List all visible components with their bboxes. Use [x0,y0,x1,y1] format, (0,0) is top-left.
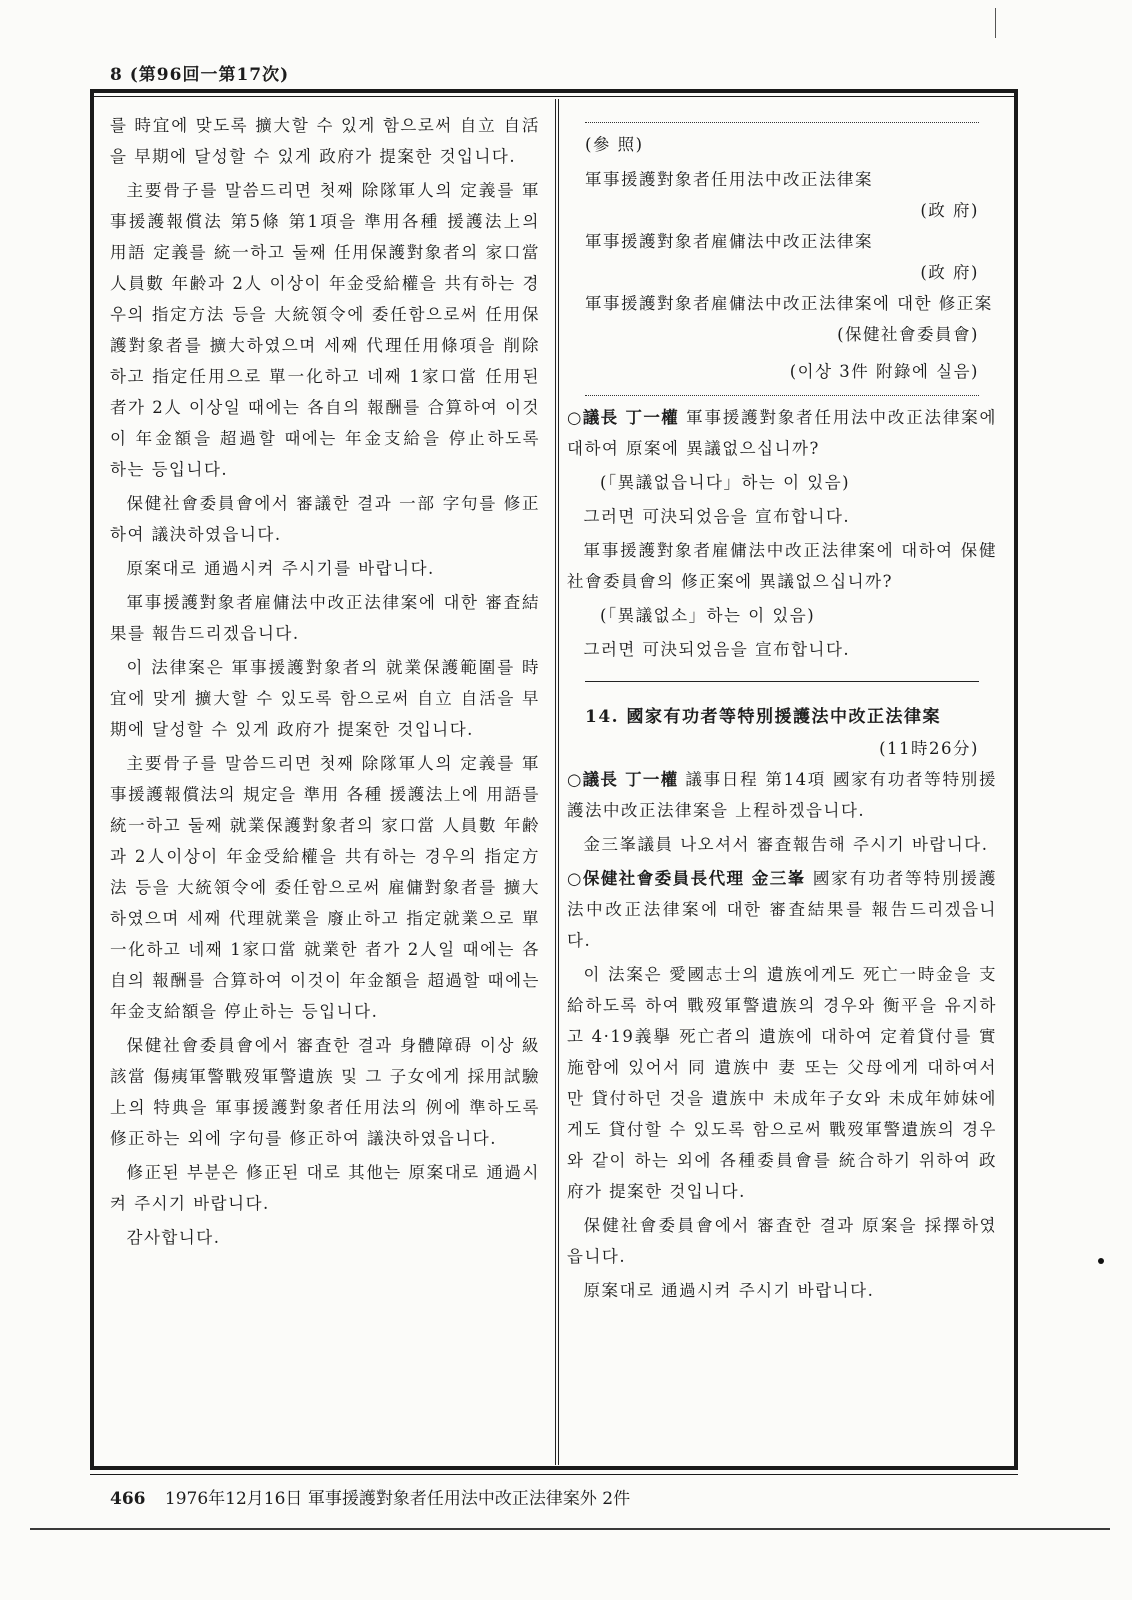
header-page-number: 8 [110,65,123,85]
scan-mark [995,8,996,38]
dotted-rule [585,395,979,396]
header-session: (第96回一第17次) [129,65,290,85]
left-paragraph: 保健社會委員會에서 審査한 결과 身體障碍 이상 級 該當 傷痍軍警戰歿軍警遺族 및 그 子女에게 採用試驗上의 特典을 軍事援護對象者任用法의 例에 準하도록 修正하는 외에 字句를 修正하여 議決하였읍니다. [110,1036,540,1148]
reference-note: (이상 3件 附錄에 실음) [789,362,979,381]
speech-text: 國家有功者等特別援護法中改正法律案에 대한 審査結果를 報告드리겠읍니다. [567,869,998,950]
reference-source: (保健社會委員會) [837,325,979,344]
top-rule-thin [90,96,1018,97]
reaction: (「異議없읍니다」하는 이 있음) [600,473,851,492]
speech-text: 軍事援護對象者任用法中改正法律案에 대하여 原案에 異議없으십니까? [567,408,997,458]
page-header [110,60,289,85]
bottom-rule [90,1466,1018,1470]
left-column [110,110,540,1256]
left-paragraph: 修正된 부분은 修正된 대로 其他는 原案대로 通過시켜 주시기 바랍니다. [110,1163,540,1213]
speech-text: 이 法案은 愛國志士의 遺族에게도 死亡一時金을 支給하도록 하여 戰歿軍警遺族의 경우와 衡平을 유지하고 4·19義擧 死亡者의 遺族에 대하여 定着貸付를 實施함에 있어서 同 遺族中 妻 또는 父母에게 대하여서만 貸付하던 것을 遺族中 未成年子女와 未成年姉妹에게도 貸付할 수 있도록 함으로써 戰歿軍警遺族의 경우와 같이 하는 외에 各種委員會를 統合하기 위하여 政府가 提案한 것입니다. [567,965,997,1201]
left-paragraph: 軍事援護對象者雇傭法中改正法律案에 대한 審査結果를 報告드리겠읍니다. [110,593,540,643]
page-footer [110,1484,630,1509]
speech-text: 議事日程 第14項 國家有功者等特別援護法中改正法律案을 上程하겠읍니다. [567,770,997,820]
reference-source: (政 府) [920,263,979,282]
speaker-name: ○議長 丁一權 [567,408,680,427]
top-rule [90,89,1018,93]
left-paragraph: 原案대로 通過시켜 주시기를 바랍니다. [126,559,435,578]
speech-text: 金三峯議員 나오셔서 審査報告해 주시기 바랍니다. [583,835,989,854]
speech-paragraph [567,402,997,464]
frame-left-border [90,89,94,1469]
section-time: (11時26分) [879,739,979,758]
speech-text: 그러면 可決되었음을 宣布합니다. [583,640,851,659]
reference-item: 軍事援護對象者雇傭法中改正法律案 [585,232,873,251]
left-paragraph: 主要骨子를 말씀드리면 첫째 除隊軍人의 定義를 軍事援護報償法 第5條 第1項을 準用各種 援護法上의 用語 定義를 統一하고 둘째 任用保護對象者의 家口當 人員數 年齢과 2人 이상이 年金受給權을 共有하는 경우의 指定方法 등을 大統領令에 委任함으로써 任用保護對象者를 擴大하였으며 세째 代理任用條項을 削除하고 指定任用으로 單一化하고 네째 1家口當 任用된 者가 2人 이상일 때에는 各自의 報酬를 合算하여 이것이 年金額을 超過할 때에는 年金支給을 停止하도록 하는 등입니다. [110,181,540,479]
speaker-name: ○保健社會委員長代理 金三峯 [567,869,806,888]
right-column [567,122,997,1309]
column-divider [555,99,556,1465]
left-paragraph: 主要骨子를 말씀드리면 첫째 除隊軍人의 定義를 軍事援護報償法의 規定을 準用 各種 援護法上에 用語를 統一하고 둘째 就業保護對象者의 家口當 人員數 年齢과 2人이상이 年金受給權을 共有하는 경우의 指定方法 등을 大統領令에 委任함으로써 雇傭對象者를 擴大하였으며 세째 代理就業을 廢止하고 指定就業으로 單一化하고 네째 1家口當 就業한 者가 2人일 때에는 各自의 報酬를 合算하여 이것이 年金額을 超過할 때에는 年金支給額을 停止하는 등입니다. [110,754,540,1021]
reference-source: (政 府) [920,201,979,220]
speech-text: 保健社會委員會에서 審査한 결과 原案을 採擇하였읍니다. [567,1216,997,1266]
footer-title: 軍事援護對象者任用法中改正法律案外 2件 [307,1489,631,1509]
left-paragraph: 保健社會委員會에서 審議한 결과 一部 字句를 修正하여 議決하였읍니다. [110,494,540,544]
left-paragraph: 감사합니다. [126,1228,221,1247]
speech-paragraph [567,764,997,826]
reference-item: 軍事援護對象者任用法中改正法律案 [585,170,873,189]
left-paragraph: 이 法律案은 軍事援護對象者의 就業保護範圍를 時宜에 맞게 擴大할 수 있도록 함으로써 自立 自活을 早期에 달성할 수 있게 政府가 提案한 것입니다. [110,658,540,739]
scan-speck [1098,1258,1104,1264]
left-paragraph: 를 時宜에 맞도록 擴大할 수 있게 함으로써 自立 自活을 早期에 달성할 수 있게 政府가 提案한 것입니다. [110,116,540,166]
speech-paragraph [567,863,997,956]
section-title: 14. 國家有功者等特別援護法中改正法律案 [585,707,941,727]
reference-title: (參 照) [585,135,644,154]
speech-text: 原案대로 通過시켜 주시기 바랍니다. [583,1281,875,1300]
frame-right-border [1014,89,1018,1469]
reference-item: 軍事援護對象者雇傭法中改正法律案에 대한 修正案 [585,294,993,313]
section-rule [585,681,979,682]
speech-text: 軍事援護對象者雇傭法中改正法律案에 대하여 保健社會委員會의 修正案에 異議없으십니까? [567,541,997,591]
footer-page-number: 466 [110,1489,146,1509]
scan-edge-line [30,1528,1110,1530]
dotted-rule [585,122,979,123]
speech-text: 그러면 可決되었음을 宣布합니다. [583,507,851,526]
footer-date: 1976年12月16日 [164,1489,303,1509]
reaction: (「異議없소」하는 이 있음) [600,606,816,625]
bottom-rule-thin [90,1474,1018,1475]
speaker-name: ○議長 丁一權 [567,770,679,789]
